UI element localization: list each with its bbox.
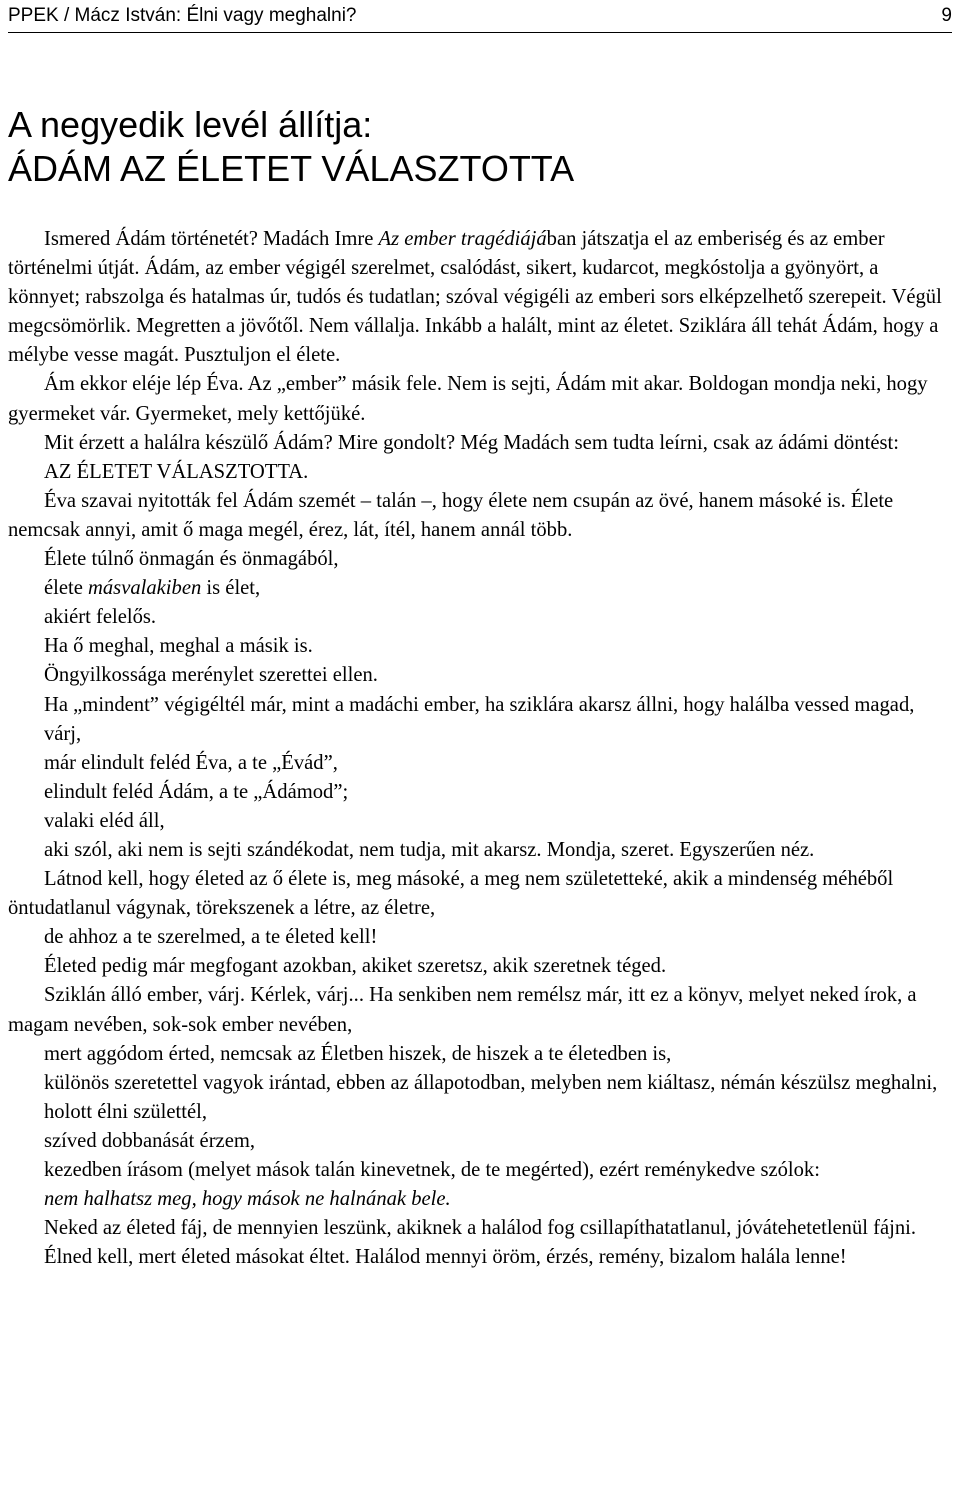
paragraph xyxy=(8,1156,952,1185)
text-run: Ha „mindent” végigéltél már, mint a madáchi ember, ha sziklára akarsz állni, hogy halálba vessed magad, xyxy=(44,693,915,716)
paragraph xyxy=(8,749,952,778)
paragraph xyxy=(8,1127,952,1156)
paragraph xyxy=(8,720,952,749)
header-title: PPEK / Mácz István: Élni vagy meghalni? xyxy=(8,5,357,26)
text-run: Öngyilkossága merénylet szerettei ellen. xyxy=(44,664,378,687)
text-run: Ám ekkor eléje lép Éva. Az „ember” másik fele. Nem is sejti, Ádám mit akar. Boldogan mondja neki, hogy gyermeket vár. Gyermeket, mely kettőjüké. xyxy=(8,373,928,425)
text-run: holott élni születtél, xyxy=(44,1100,208,1123)
text-run: Ha ő meghal, meghal a másik is. xyxy=(44,635,313,658)
text-run: Élete túlnő önmagán és önmagából, xyxy=(44,548,339,571)
paragraph xyxy=(8,807,952,836)
paragraph xyxy=(8,370,952,428)
italic-text: másvalakiben xyxy=(88,577,202,600)
italic-text: nem halhatsz meg, hogy mások ne halnának bele. xyxy=(44,1188,451,1211)
text-run: Élned kell, mert életed másokat éltet. Halálod mennyi öröm, érzés, remény, bizalom halála lenne! xyxy=(44,1246,847,1269)
text-run: Éva szavai nyitották fel Ádám szemét – talán –, hogy élete nem csupán az övé, hanem másoké is. Élete nemcsak annyi, amit ő maga megél, érez, lát, ítél, hanem annál több. xyxy=(8,489,894,541)
paragraph xyxy=(8,691,952,720)
text-run: Látnod kell, hogy életed az ő élete is, meg másoké, a meg nem születetteké, akik a mindenség méhéből öntudatlanul vágynak, törekszenek a létre, az életre, xyxy=(8,868,894,920)
text-run: de ahhoz a te szerelmed, a te életed kell! xyxy=(44,926,378,949)
paragraph xyxy=(8,225,952,370)
text-run: valaki eléd áll, xyxy=(44,809,165,832)
italic-text: Az ember tragédiájá xyxy=(378,228,547,250)
text-run: ban játszatja el az emberiség és az ember történelmi útját. Ádám, az ember végigél szerelmet, csalódást, sikert, kudarcot, megkóstolja a gyönyört, a könnyet; rabszolga és hatalmas úr, tudós és tudatlan; szóval végigéli az emberi sors elképzelhető szerepeit. Végül megcsömörlik. Megretten a jövőtől. Nem vállalja. Inkább a halált, mint az életet. Sziklára áll tehát Ádám, hogy a mélybe vesse magát. Pusztuljon el élete. xyxy=(8,228,942,367)
text-run: kezedben írásom (melyet mások talán kinevetnek, de te megérted), ezért reménykedve szólok: xyxy=(44,1159,820,1181)
paragraph xyxy=(8,952,952,981)
paragraph xyxy=(8,1243,952,1272)
paragraph xyxy=(8,603,952,632)
paragraph xyxy=(8,1185,952,1214)
text-run: aki szól, aki nem is sejti szándékodat, nem tudja, mit akarsz. Mondja, szeret. Egyszerűen néz. xyxy=(44,838,815,861)
text-run: elindult feléd Ádám, a te „Ádámod”; xyxy=(44,780,349,803)
text-run: szíved dobbanását érzem, xyxy=(44,1129,255,1152)
text-run: Neked az életed fáj, de mennyien leszünk, akiknek a halálod fog csillapíthatatlanul, jóvátehetetlenül fájni. xyxy=(44,1217,917,1240)
chapter-heading-line-2: ÁDÁM AZ ÉLETET VÁLASZTOTTA xyxy=(8,148,575,189)
chapter-heading-line-1: A negyedik levél állítja: xyxy=(8,104,373,145)
text-run: Ismered Ádám történetét? Madách Imre xyxy=(44,228,379,250)
paragraph xyxy=(8,923,952,952)
paragraph xyxy=(8,981,952,1039)
paragraph xyxy=(8,836,952,865)
text-run: mert aggódom érted, nemcsak az Életben hiszek, de hiszek a te életedben is, xyxy=(44,1042,672,1065)
text-run: is élet, xyxy=(201,577,261,600)
text-run: akiért felelős. xyxy=(44,606,157,629)
paragraph xyxy=(8,661,952,690)
paragraph xyxy=(8,1214,952,1243)
text-run: Életed pedig már megfogant azokban, akiket szeretsz, akik szeretnek téged. xyxy=(44,955,667,978)
page-header xyxy=(8,0,952,33)
text-run: Mit érzett a halálra készülő Ádám? Mire gondolt? Még Madách sem tudta leírni, csak az ádámi döntést: xyxy=(44,431,899,454)
paragraph xyxy=(8,1069,952,1098)
paragraph xyxy=(8,632,952,661)
paragraph xyxy=(8,458,952,487)
paragraph xyxy=(8,865,952,923)
chapter-heading xyxy=(8,103,574,191)
paragraph xyxy=(8,574,952,603)
text-run: Sziklán álló ember, várj. Kérlek, várj... Ha senkiben nem remélsz már, itt ez a könyv, melyet neked írok, a magam nevében, sok-sok ember nevében, xyxy=(8,984,917,1036)
paragraph xyxy=(8,1098,952,1127)
body-text xyxy=(8,225,952,1272)
text-run: várj, xyxy=(44,722,82,745)
paragraph xyxy=(8,487,952,545)
text-run: élete xyxy=(44,577,89,600)
paragraph xyxy=(8,545,952,574)
paragraph xyxy=(8,429,952,458)
paragraph xyxy=(8,1040,952,1069)
text-run: különös szeretettel vagyok irántad, ebben az állapotodban, melyben nem kiáltasz, némán készülsz meghalni, xyxy=(44,1071,938,1094)
text-run: már elindult feléd Éva, a te „Évád”, xyxy=(44,751,338,774)
paragraph xyxy=(8,778,952,807)
page-number: 9 xyxy=(941,5,952,26)
text-run: AZ ÉLETET VÁLASZTOTTA. xyxy=(44,460,309,483)
